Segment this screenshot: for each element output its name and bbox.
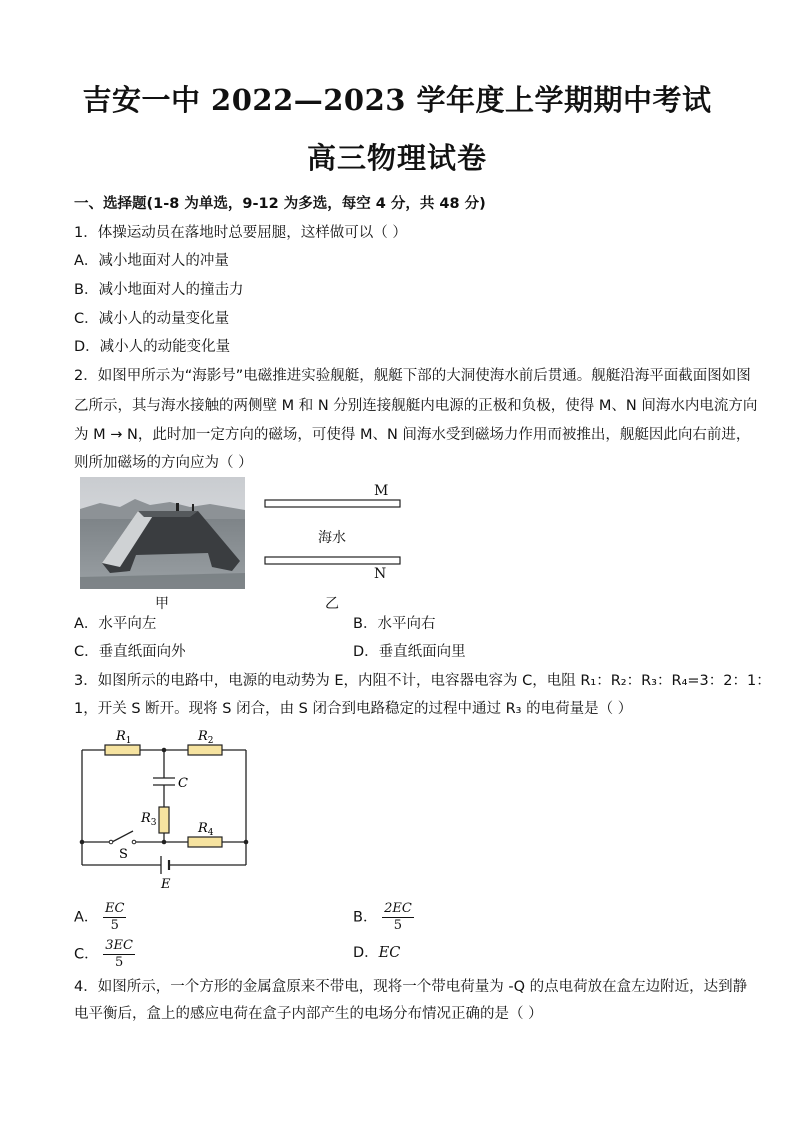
q2-option-d: D．垂直纸面向里 — [353, 644, 466, 660]
s-label: S — [119, 847, 128, 862]
q3-option-b-fraction: $\frac{2EC}{5}$ — [384, 901, 412, 933]
resistor-r1 — [105, 745, 140, 755]
q2-stem-line4: 则所加磁场的方向应为（ ） — [74, 455, 253, 471]
q2-stem-line2: 乙所示，其与海水接触的两侧壁 M 和 N 分别连接舰艇内电源的正极和负极，使得 M、N 间海水内电流方向 — [74, 398, 758, 414]
q1-option-b: B．减小地面对人的撞击力 — [74, 282, 244, 298]
plate-m-label: M — [374, 483, 389, 499]
q1-stem: 1．体操运动员在落地时总要屈腿，这样做可以（ ） — [74, 225, 407, 241]
ship-photo — [80, 477, 245, 589]
e-label: E — [161, 877, 171, 892]
r2-label: $R_2$ — [198, 729, 214, 746]
q2-stem-line3: 为 M → N，此时加一定方向的磁场，可使得 M、N 间海水受到磁场力作用而被推出，舰艇因此向右前进， — [74, 427, 751, 443]
q3-option-c: C． $\frac{3EC}{5}$ — [74, 938, 133, 970]
exam-subtitle: 高三物理试卷 — [306, 141, 487, 175]
q3-stem-line2: 1，开关 S 断开。现将 S 闭合，由 S 闭合到电路稳定的过程中通过 R₃ 的电荷量是（ ） — [74, 701, 633, 717]
q3-option-c-fraction: $\frac{3EC}{5}$ — [105, 938, 133, 970]
fig-jia-caption: 甲 — [155, 596, 169, 612]
r1-label: $R_1$ — [116, 729, 132, 746]
r4-label: $R_4$ — [198, 821, 214, 838]
q2-option-a: A．水平向左 — [74, 616, 157, 632]
q1-option-a: A．减小地面对人的冲量 — [74, 253, 229, 269]
q2-option-c: C．垂直纸面向外 — [74, 644, 186, 660]
q1-option-d: D．减小人的动能变化量 — [74, 339, 231, 355]
fig-yi-caption: 乙 — [325, 596, 339, 612]
q1-option-c: C．减小人的动量变化量 — [74, 311, 230, 327]
plate-m — [265, 500, 400, 507]
resistor-r3 — [159, 807, 169, 833]
resistor-r4 — [188, 837, 222, 847]
r3-label: $R_3$ — [141, 811, 157, 828]
q3-option-a: A． $\frac{EC}{5}$ — [74, 901, 125, 933]
q4-stem-line1: 4．如图所示，一个方形的金属盒原来不带电，现将一个带电荷量为 -Q 的点电荷放在盒左边附近，达到静 — [74, 979, 748, 995]
plate-n-label: N — [374, 566, 387, 582]
exam-title: 吉安一中 2022—2023 学年度上学期期中考试 — [82, 83, 712, 117]
q3-option-a-fraction: $\frac{EC}{5}$ — [105, 901, 125, 933]
q3-stem-line1: 3．如图所示的电路中，电源的电动势为 E，内阻不计，电容器电容为 C，电阻 R₁：R₂：R₃：R₄=3：2：1： — [74, 673, 771, 689]
q2-option-b: B．水平向右 — [353, 616, 436, 632]
resistor-r2 — [188, 745, 222, 755]
c-label: C — [178, 776, 188, 791]
q2-stem-line1: 2．如图甲所示为“海影号”电磁推进实验舰艇，舰艇下部的大洞使海水前后贯通。舰艇沿海平面截面图如图 — [74, 368, 751, 384]
circuit-diagram — [75, 725, 260, 893]
q3-option-b: B． $\frac{2EC}{5}$ — [353, 901, 412, 933]
q3-option-d: D．EC — [353, 945, 401, 961]
section-heading: 一、选择题(1-8 为单选，9-12 为多选，每空 4 分，共 48 分) — [74, 196, 486, 212]
seawater-label: 海水 — [318, 530, 346, 546]
q4-stem-line2: 电平衡后，盒上的感应电荷在盒子内部产生的电场分布情况正确的是（ ） — [74, 1006, 543, 1022]
plate-n — [265, 557, 400, 564]
